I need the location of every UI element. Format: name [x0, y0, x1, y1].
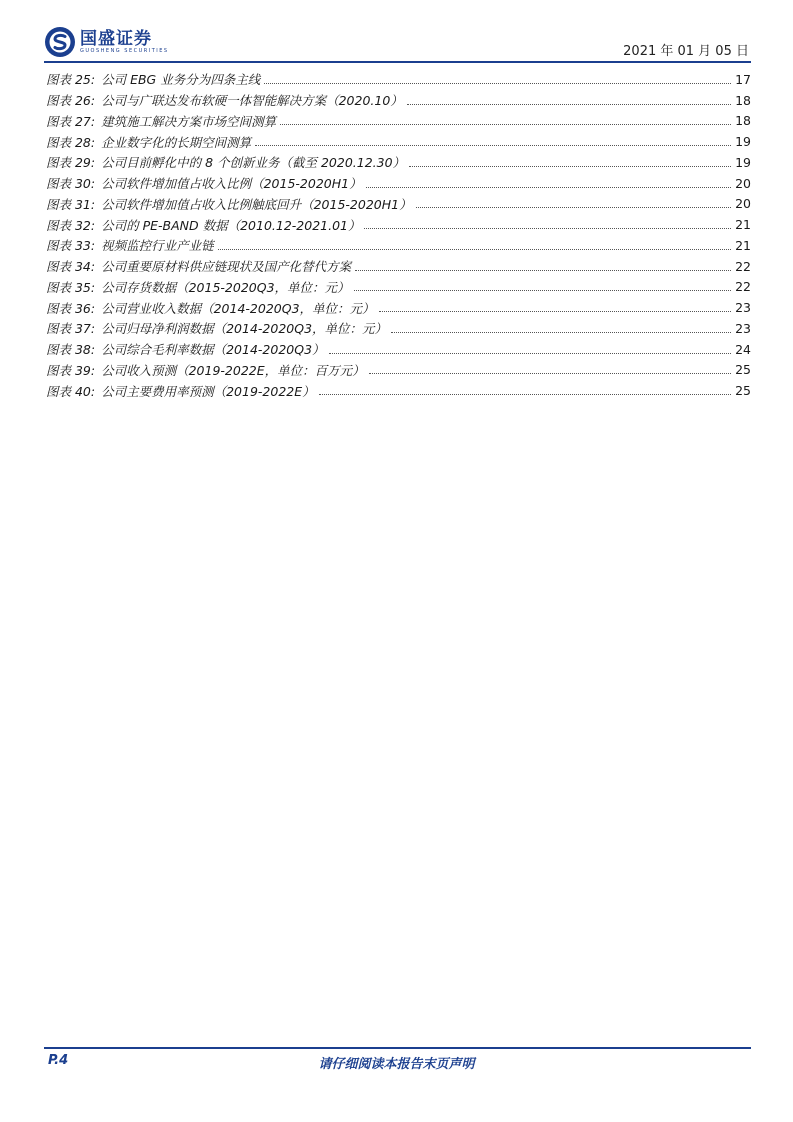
company-logo — [44, 24, 169, 60]
toc-entry-label: 图表 33: — [46, 238, 96, 254]
toc-entry-label: 图表 36: — [46, 300, 96, 316]
toc-entry[interactable] — [46, 339, 751, 360]
toc-entry[interactable] — [46, 194, 751, 215]
toc-dot-leader — [255, 145, 731, 146]
toc-entry[interactable] — [46, 131, 751, 152]
toc-entry[interactable] — [46, 277, 751, 298]
toc-entry-title: 企业数字化的长期空间测算 — [101, 134, 252, 150]
toc-entry-title: 公司目前孵化中的 8 个创新业务（截至 2020.12.30） — [101, 155, 406, 171]
toc-entry[interactable] — [46, 297, 751, 318]
toc-entry-title: 视频监控行业产业链 — [101, 238, 214, 254]
toc-entry[interactable] — [46, 235, 751, 256]
toc-entry-label: 图表 31: — [46, 196, 96, 212]
footer-divider — [44, 1047, 751, 1049]
toc-dot-leader — [366, 187, 731, 188]
toc-entry-label: 图表 26: — [46, 93, 96, 109]
toc-entry-title: 公司的 PE-BAND 数据（2010.12-2021.01） — [101, 217, 361, 233]
toc-entry-page: 24 — [735, 341, 751, 357]
toc-entry-label: 图表 34: — [46, 259, 96, 275]
toc-entry-page: 18 — [735, 92, 751, 108]
toc-dot-leader — [379, 311, 731, 312]
toc-entry-label: 图表 25: — [46, 72, 96, 88]
toc-entry-page: 25 — [735, 383, 751, 399]
toc-entry-page: 22 — [735, 258, 751, 274]
toc-entry-title: 公司与广联达发布软硬一体智能解决方案（2020.10） — [101, 93, 403, 109]
toc-entry-page: 21 — [735, 217, 751, 233]
toc-entry-label: 图表 35: — [46, 279, 96, 295]
toc-entry-label: 图表 29: — [46, 155, 96, 171]
logo-chinese-name: 国盛证券 — [80, 28, 152, 49]
toc-entry-page: 20 — [735, 196, 751, 212]
toc-entry[interactable] — [46, 256, 751, 277]
toc-entry-label: 图表 40: — [46, 383, 96, 399]
logo-english-name: GUOSHENG SECURITIES — [80, 47, 169, 54]
guosheng-logo-icon — [44, 26, 76, 58]
toc-entry-label: 图表 32: — [46, 217, 96, 233]
toc-entry-page: 17 — [735, 71, 751, 87]
toc-entry-title: 公司收入预测（2019-2022E，单位：百万元） — [101, 362, 365, 378]
toc-entry-label: 图表 38: — [46, 342, 96, 358]
toc-entry-page: 18 — [735, 113, 751, 129]
toc-dot-leader — [364, 228, 731, 229]
toc-dot-leader — [319, 394, 731, 395]
report-date: 2021 年 01 月 05 日 — [623, 44, 749, 59]
toc-dot-leader — [354, 290, 731, 291]
toc-entry-page: 22 — [735, 279, 751, 295]
disclaimer-note: 请仔细阅读本报告末页声明 — [318, 1057, 475, 1072]
toc-entry-page: 23 — [735, 300, 751, 316]
toc-entry-page: 21 — [735, 237, 751, 253]
toc-dot-leader — [218, 249, 731, 250]
page-header — [44, 24, 751, 60]
toc-entry-title: 公司软件增加值占收入比例触底回升（2015-2020H1） — [101, 196, 412, 212]
toc-dot-leader — [391, 332, 731, 333]
toc-entry-label: 图表 27: — [46, 113, 96, 129]
page-number: P.4 — [48, 1053, 69, 1068]
toc-dot-leader — [264, 83, 731, 84]
toc-entry-title: 公司软件增加值占收入比例（2015-2020H1） — [101, 176, 362, 192]
toc-entry[interactable] — [46, 152, 751, 173]
toc-entry[interactable] — [46, 90, 751, 111]
header-divider — [44, 61, 751, 63]
toc-entry-title: 公司重要原材料供应链现状及国产化替代方案 — [101, 259, 352, 275]
toc-entry[interactable] — [46, 173, 751, 194]
toc-dot-leader — [280, 124, 731, 125]
toc-entry-page: 19 — [735, 154, 751, 170]
toc-dot-leader — [409, 166, 731, 167]
toc-dot-leader — [329, 353, 731, 354]
toc-entry-title: 公司 EBG 业务分为四条主线 — [101, 72, 261, 88]
toc-entry-label: 图表 28: — [46, 134, 96, 150]
toc-entry[interactable] — [46, 214, 751, 235]
toc-entry-page: 25 — [735, 362, 751, 378]
toc-dot-leader — [369, 373, 731, 374]
toc-entry-title: 公司主要费用率预测（2019-2022E） — [101, 383, 315, 399]
toc-entry-title: 公司归母净利润数据（2014-2020Q3，单位：元） — [101, 321, 388, 337]
toc-entry-label: 图表 30: — [46, 176, 96, 192]
toc-entry[interactable] — [46, 111, 751, 132]
toc-entry-label: 图表 37: — [46, 321, 96, 337]
toc-entry[interactable] — [46, 380, 751, 401]
toc-entry-title: 公司综合毛利率数据（2014-2020Q3） — [101, 342, 325, 358]
toc-entry-label: 图表 39: — [46, 362, 96, 378]
toc-dot-leader — [407, 104, 731, 105]
toc-entry-page: 20 — [735, 175, 751, 191]
toc-entry[interactable] — [46, 360, 751, 381]
toc-entry-page: 23 — [735, 320, 751, 336]
toc-entry-title: 公司存货数据（2015-2020Q3，单位：元） — [101, 279, 350, 295]
figure-list — [46, 69, 751, 401]
toc-entry-title: 公司营业收入数据（2014-2020Q3，单位：元） — [101, 300, 375, 316]
toc-entry[interactable] — [46, 318, 751, 339]
toc-dot-leader — [416, 207, 731, 208]
toc-entry-page: 19 — [735, 134, 751, 150]
toc-entry[interactable] — [46, 69, 751, 90]
toc-entry-title: 建筑施工解决方案市场空间测算 — [101, 113, 277, 129]
toc-dot-leader — [355, 270, 731, 271]
